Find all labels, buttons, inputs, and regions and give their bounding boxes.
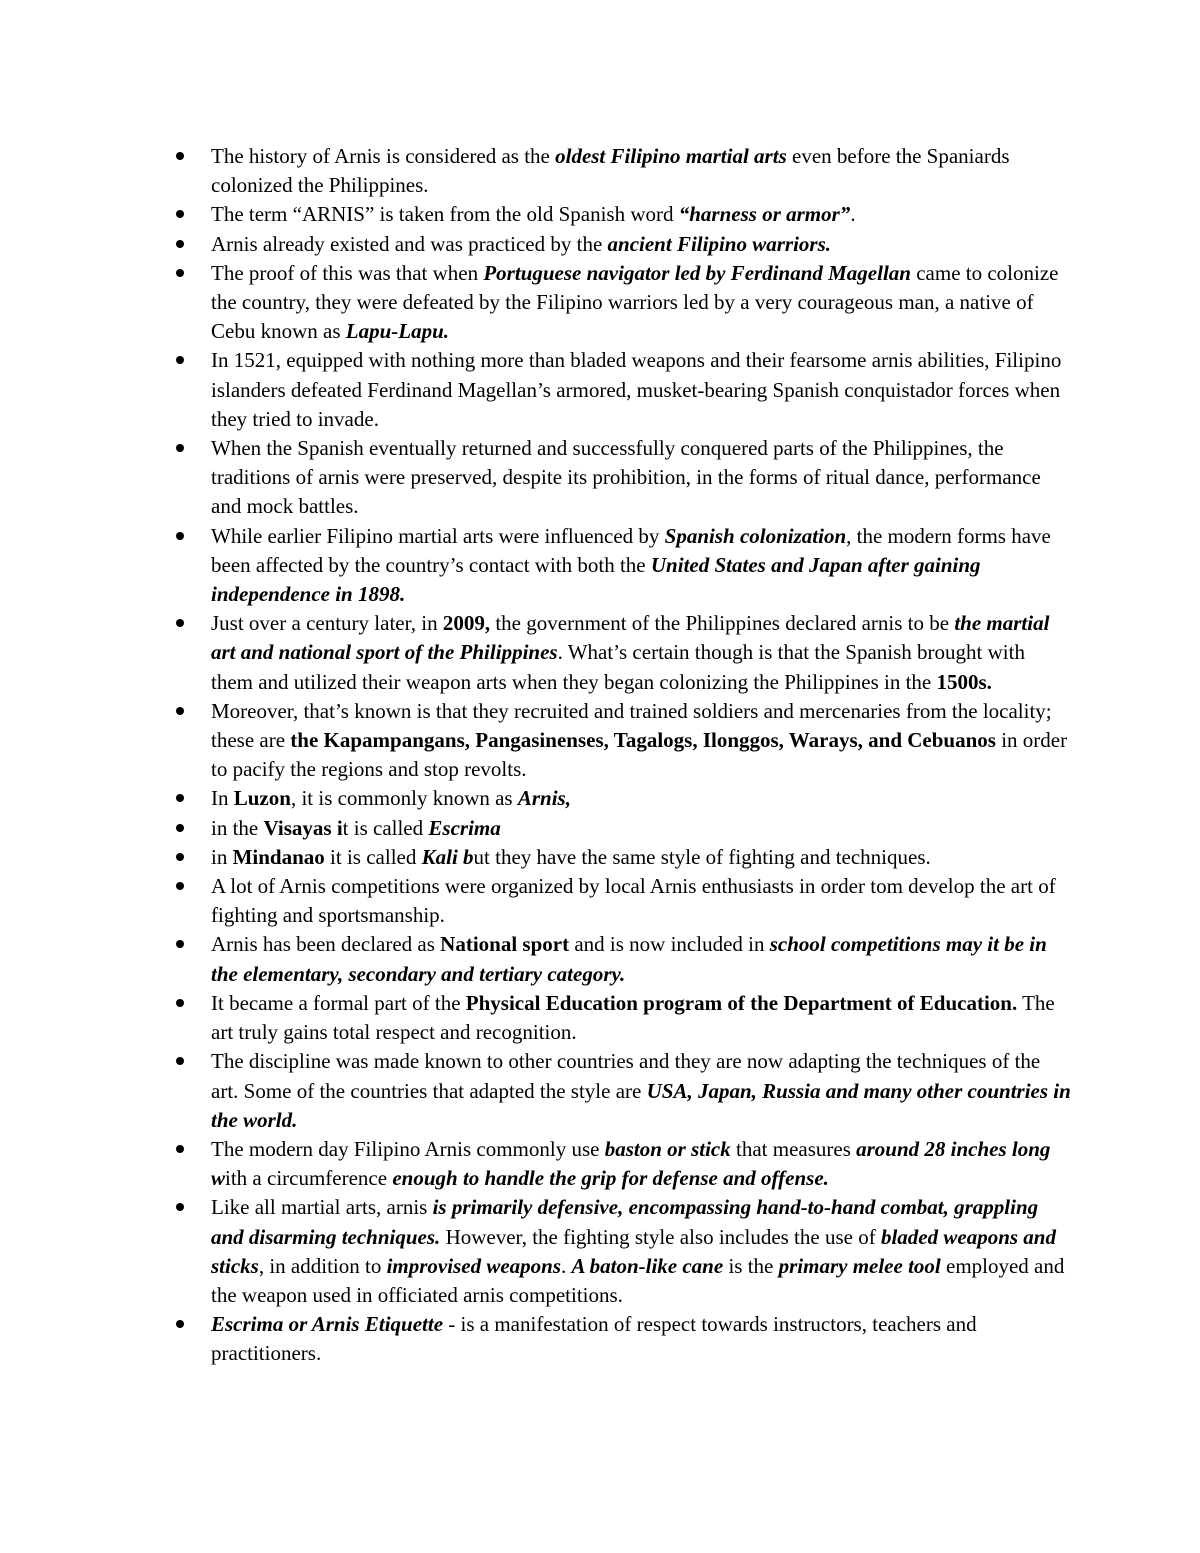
body-text: Arnis has been declared as (211, 932, 441, 957)
emphasized-text: A baton-like cane (571, 1253, 724, 1278)
bullet-item (172, 872, 1072, 930)
bullet-icon (176, 532, 184, 540)
bullet-icon (176, 853, 184, 861)
bullet-icon (176, 824, 184, 832)
emphasized-text: Spanish colonization (664, 523, 847, 548)
emphasized-text: ancient Filipino warriors. (607, 231, 832, 256)
bullet-item (172, 609, 1072, 697)
bullet-item (172, 230, 1072, 259)
body-text: t is called (342, 815, 429, 840)
emphasized-text: around 28 inches long w (211, 1136, 1051, 1191)
bullet-item (172, 1310, 1072, 1368)
body-text: The art truly gains total respect and recognition. (211, 990, 1055, 1045)
bullet-icon (176, 1145, 184, 1153)
body-text: The modern day Filipino Arnis commonly use (211, 1136, 605, 1161)
emphasized-text: “harness or armor” (678, 202, 851, 227)
body-text: The history of Arnis is considered as the (211, 144, 556, 168)
emphasized-text: National sport (440, 932, 570, 957)
body-text: . (561, 1253, 572, 1278)
bullet-icon (176, 794, 184, 802)
emphasized-text: baston or stick (604, 1136, 731, 1161)
body-text: While earlier Filipino martial arts were influenced by (211, 523, 665, 548)
emphasized-text: 1500s. (936, 669, 992, 694)
body-text: , it is commonly known as (290, 786, 518, 811)
emphasized-text: Mindanao (232, 844, 325, 869)
body-text: ith a circumference (225, 1166, 393, 1191)
emphasized-text: primary melee tool (778, 1253, 941, 1278)
body-text: Arnis already existed and was practiced by the (211, 231, 608, 256)
bullet-icon (176, 1320, 184, 1328)
bullet-item (172, 1135, 1072, 1193)
emphasized-text: the martial art and national sport of the Philippines (211, 611, 1050, 665)
body-text: ut they have the same style of fighting and techniques. (473, 844, 931, 869)
bullet-item (172, 142, 1072, 200)
body-text: it is called (324, 844, 422, 869)
bullet-item (172, 930, 1072, 988)
bullet-item (172, 814, 1072, 843)
emphasized-text: bladed weapons and sticks (211, 1224, 1056, 1278)
emphasized-text: Kali b (421, 844, 474, 869)
bullet-icon (176, 444, 184, 452)
body-text: . (850, 202, 856, 227)
bullet-icon (176, 210, 184, 218)
bullet-item (172, 434, 1072, 522)
body-text: and is now included in (569, 932, 770, 957)
body-text: The term “ARNIS” is taken from the old Spanish word (211, 202, 679, 227)
body-text: the government of the Philippines declared arnis to be (490, 611, 955, 636)
bullet-icon (176, 269, 184, 277)
body-text: Just over a century later, in (211, 611, 443, 636)
body-text: came to colonize the country, they were defeated by the Filipino warriors led by a very courageous man, a native of Cebu known as (211, 260, 1059, 344)
body-text: However, the fighting style also includes the use of (440, 1224, 881, 1249)
bullet-item (172, 989, 1072, 1047)
emphasized-text: school competitions may it be in the elementary, secondary and tertiary category. (211, 932, 1047, 986)
emphasized-text: Portuguese navigator led by Ferdinand Magellan (483, 260, 911, 285)
body-text: even before the Spaniards colonized the Philippines. (211, 144, 1010, 198)
body-text: - is a manifestation of respect towards instructors, teachers and practitioners. (211, 1312, 977, 1366)
bullet-icon (176, 940, 184, 948)
bullet-icon (176, 882, 184, 890)
bullet-icon (176, 1203, 184, 1211)
emphasized-text: Lapu-Lapu. (345, 319, 450, 344)
emphasized-text: Arnis, (517, 786, 571, 811)
body-text: , in addition to (258, 1253, 387, 1278)
emphasized-text: is primarily defensive, encompassing hand-to-hand combat, grappling and disarming techniques. (211, 1195, 1039, 1249)
bullet-icon (176, 356, 184, 364)
emphasized-text: Visayas i (263, 815, 343, 840)
bullet-icon (176, 240, 184, 248)
body-text: in order to pacify the regions and stop revolts. (211, 728, 1068, 782)
emphasized-text: 2009, (442, 611, 491, 636)
body-text: In (211, 786, 234, 811)
body-text: It became a formal part of the (211, 990, 466, 1015)
body-text: in the (211, 815, 264, 840)
bullet-item (172, 1193, 1072, 1310)
body-text: When the Spanish eventually returned and successfully conquered parts of the Philippines, the traditions of arnis were preserved, despite its prohibition, in the forms of ritual dance, performance and mock battles. (211, 436, 1041, 519)
emphasized-text: USA, Japan, Russia and many other countries in the world. (211, 1078, 1071, 1132)
body-text: . What’s certain though is that the Spanish brought with them and utilized their weapon arts when they began colonizing the Philippines in the (211, 640, 1025, 694)
emphasized-text: Escrima (428, 815, 501, 840)
bullet-icon (176, 152, 184, 160)
emphasized-text: United States and Japan after gaining independence in 1898. (211, 552, 981, 607)
body-text: Like all martial arts, arnis (211, 1195, 433, 1220)
body-text: The discipline was made known to other countries and they are now adapting the techniques of the art. Some of the countries that adapted the style are (211, 1049, 1041, 1103)
body-text: is the (723, 1253, 779, 1278)
bullet-icon (176, 619, 184, 627)
bullet-item (172, 522, 1072, 610)
bullet-item (172, 200, 1072, 229)
body-text: employed and the weapon used in officiated arnis competitions. (211, 1253, 1065, 1307)
bullet-item (172, 843, 1072, 872)
bullet-item (172, 346, 1072, 434)
body-text: that measures (730, 1136, 857, 1161)
emphasized-text: oldest Filipino martial arts (555, 144, 787, 168)
body-text: in (211, 844, 233, 869)
bullet-list (172, 142, 1072, 1369)
bullet-item (172, 259, 1072, 347)
body-text: Moreover, that’s known is that they recruited and trained soldiers and mercenaries from the locality; these are (211, 698, 1052, 753)
body-text: , the modern forms have been affected by the country’s contact with both the (211, 523, 1051, 577)
bullet-item (172, 697, 1072, 785)
body-text: A lot of Arnis competitions were organized by local Arnis enthusiasts in order tom develop the art of fighting and sportsmanship. (211, 874, 1056, 928)
body-text: In 1521, equipped with nothing more than bladed weapons and their fearsome arnis abilities, Filipino islanders defeated Ferdinand Magellan’s armored, musket-bearing Spanish conquistador forces when they tried to invade. (211, 348, 1062, 431)
emphasized-text: improvised weapons (386, 1253, 562, 1278)
bullet-icon (176, 1057, 184, 1065)
emphasized-text: the Kapampangans, Pangasinenses, Tagalogs, Ilonggos, Warays, and Cebuanos (290, 728, 996, 753)
body-text: The proof of this was that when (211, 260, 484, 285)
emphasized-text: Physical Education program of the Department of Education. (465, 990, 1018, 1015)
bullet-icon (176, 707, 184, 715)
emphasized-text: Luzon (233, 786, 291, 811)
bullet-item (172, 1047, 1072, 1135)
bullet-icon (176, 999, 184, 1007)
emphasized-text: enough to handle the grip for defense and offense. (392, 1166, 829, 1191)
emphasized-text: Escrima or Arnis Etiquette (211, 1312, 444, 1337)
bullet-item (172, 784, 1072, 813)
